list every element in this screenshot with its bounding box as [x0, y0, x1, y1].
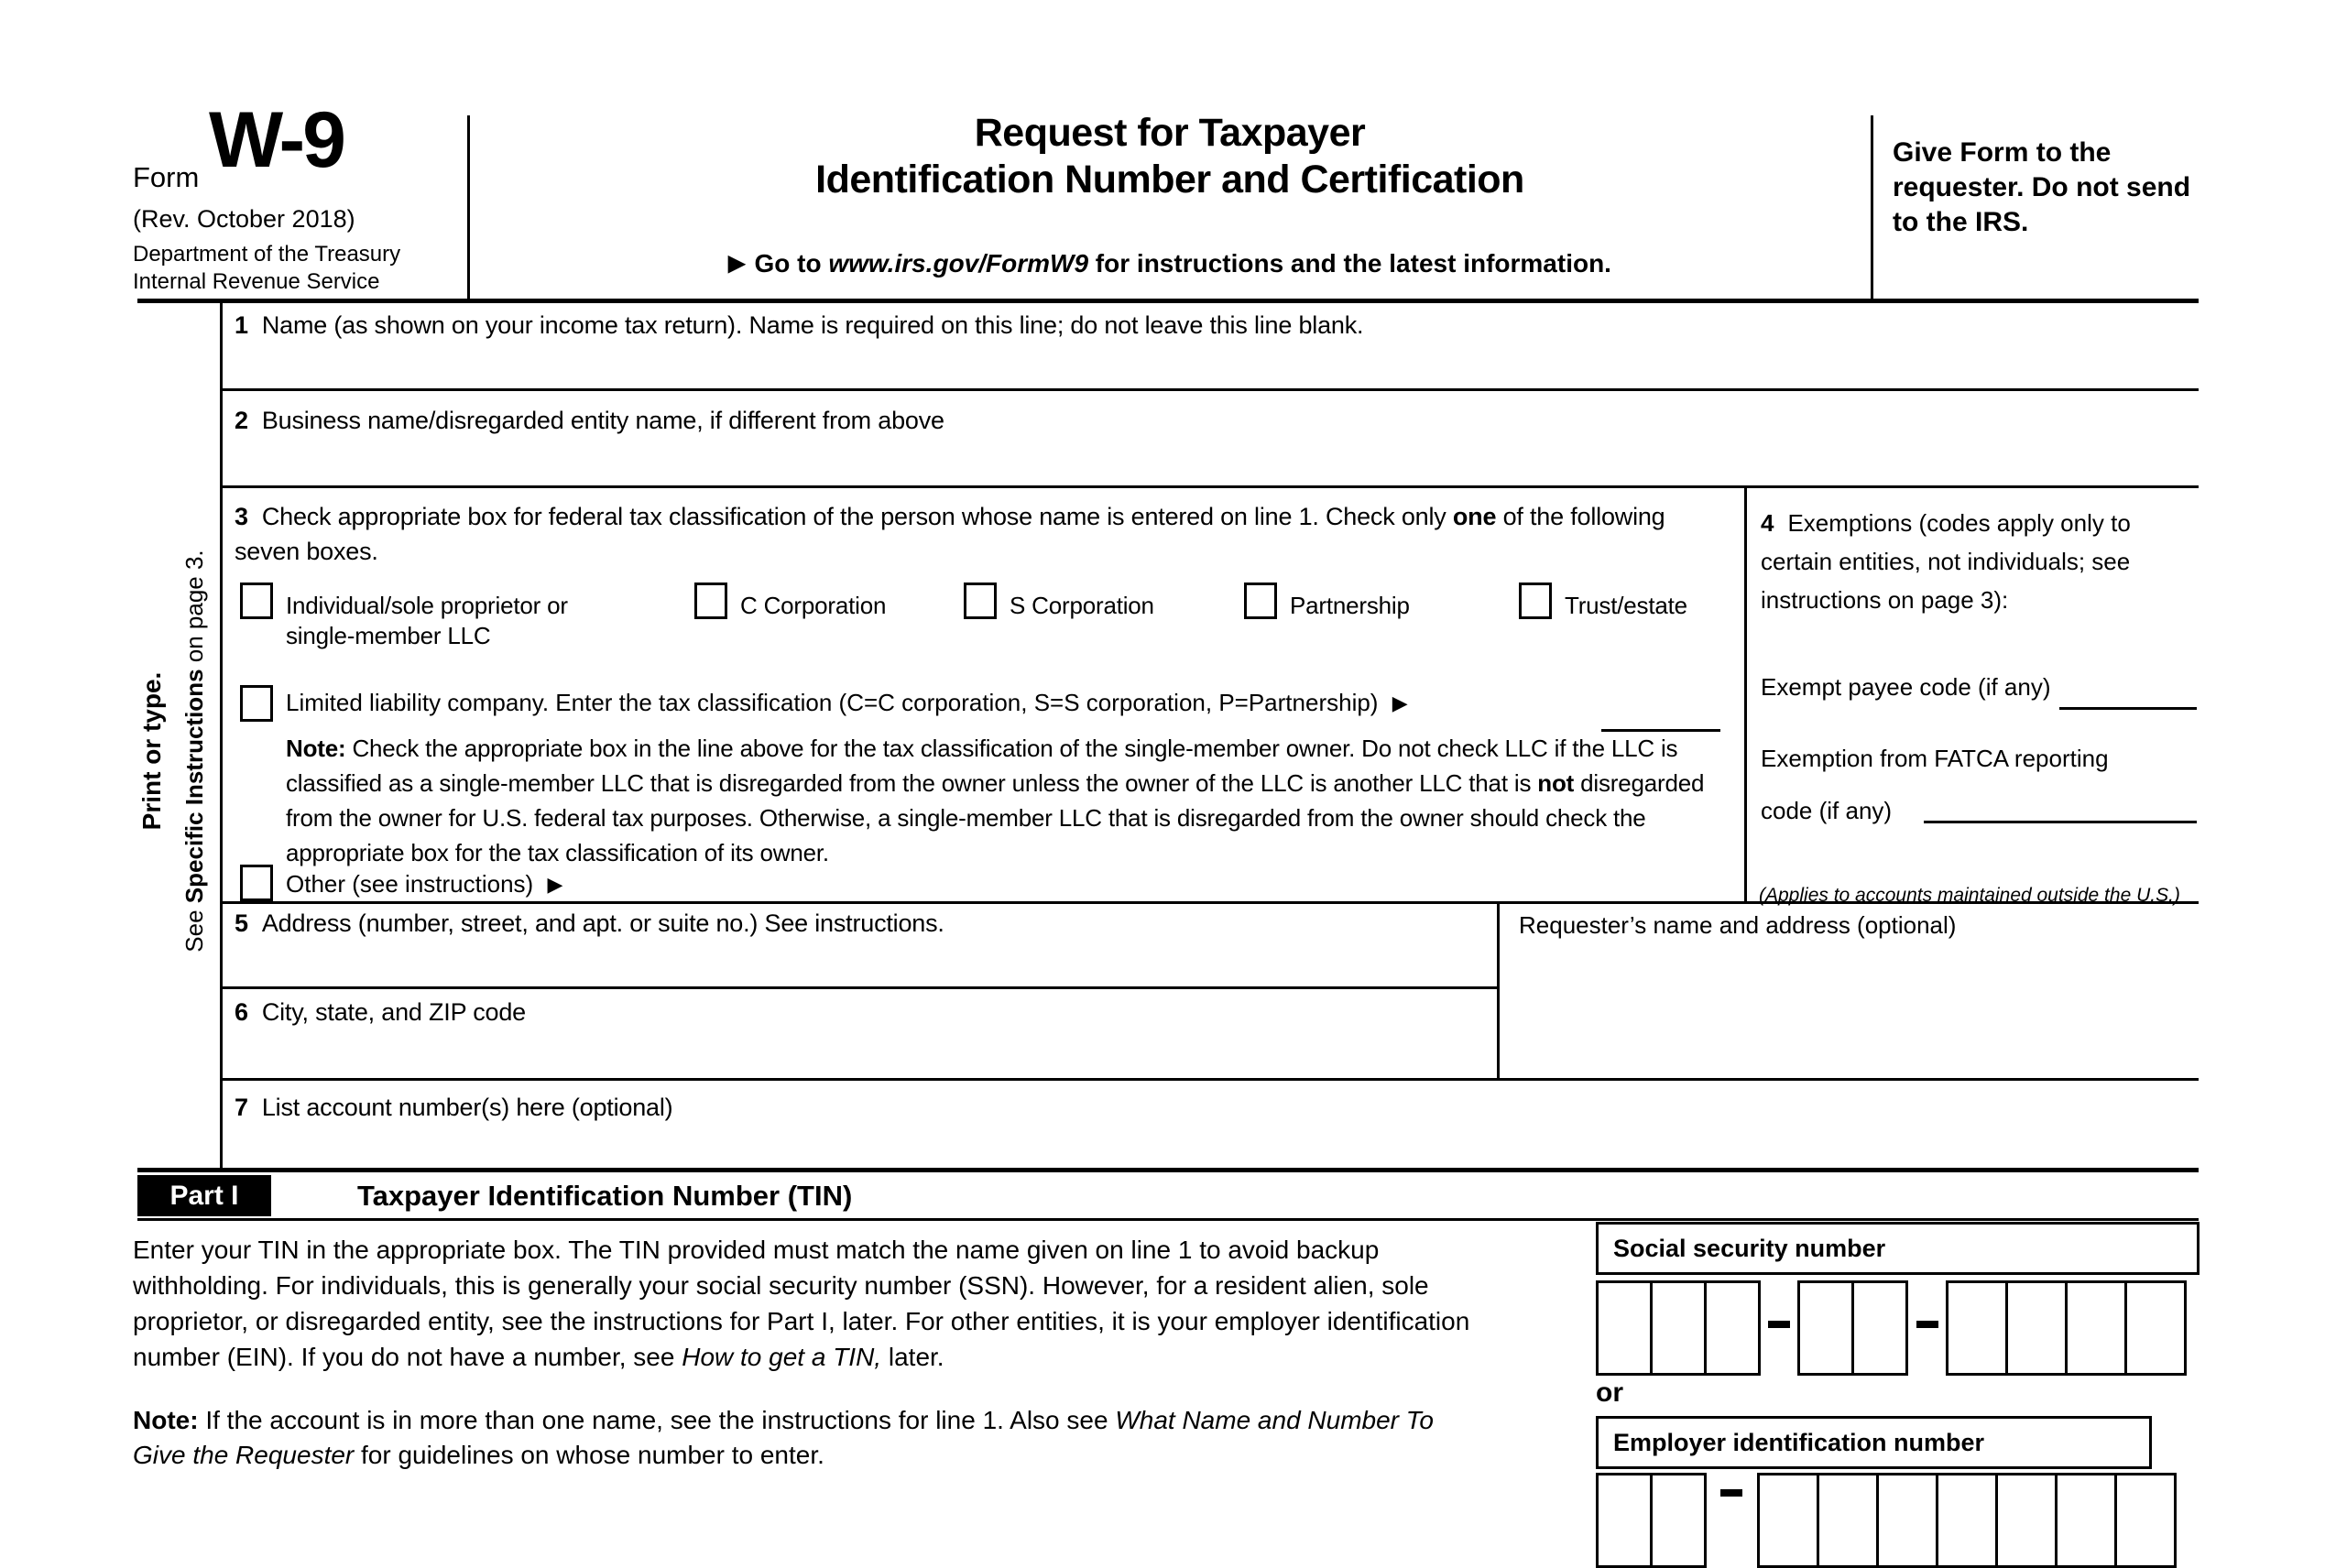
ssn-cell-8[interactable]: [2065, 1280, 2127, 1376]
form-title-line1: Request for Taxpayer: [974, 111, 1366, 155]
form-title: [470, 110, 1870, 203]
requester-label: Requester’s name and address (optional): [1519, 911, 1957, 939]
header-divider-left: [467, 115, 470, 302]
other-arrow-icon: ▶: [547, 873, 563, 896]
ssn-group2: [1797, 1280, 1908, 1376]
checkbox-other[interactable]: [240, 865, 273, 901]
part1-heading: Taxpayer Identification Number (TIN): [357, 1180, 853, 1212]
ein-group2: [1757, 1473, 2177, 1568]
goto-text-suffix: for instructions and the latest information.: [1088, 249, 1611, 278]
checkbox-label-s-corporation: S Corporation: [1010, 592, 1154, 619]
department-label: Department of the Treasury: [133, 242, 401, 267]
ein-cell-2[interactable]: [1650, 1473, 1707, 1568]
fatca-applies-note: (Applies to accounts maintained outside the U.S.): [1759, 885, 2180, 906]
llc-label: Limited liability company. Enter the tax classification (C=C corporation, S=S corporation, P=Partnership) ▶: [286, 689, 1408, 716]
line2-label: 2 Business name/disregarded entity name, if different from above: [235, 407, 944, 434]
account-numbers-input-area[interactable]: [225, 1128, 2195, 1167]
line4-label: 4 Exemptions (codes apply only to certain entities, not individuals; see instructions on page 3):: [1761, 509, 2131, 614]
city-state-zip-input-area[interactable]: [225, 1035, 1494, 1075]
business-name-input-area[interactable]: [225, 441, 2195, 482]
fatca-label: Exemption from FATCA reporting code (if any): [1761, 745, 2109, 824]
ein-cell-7[interactable]: [1995, 1473, 2058, 1568]
checkbox-label-c-corporation: C Corporation: [740, 592, 887, 619]
or-label: or: [1596, 1377, 1623, 1408]
line5-bottom-rule: [220, 986, 1500, 989]
address-requester-divider: [1497, 901, 1500, 1081]
ein-group1: [1596, 1473, 1707, 1568]
part1-paragraph: Enter your TIN in the appropriate box. The TIN provided must match the name given on line 1 to avoid backup withholding. For individuals, this is generally your social security number (SSN). However, for a resident alien, sole proprietor, or disregarded entity, see the instructions for Part I, later. For other entities, it is your employer identification number (EIN). If you do not have a number, see How to get a TIN, later.: [133, 1236, 1470, 1371]
ein-label-box: Employer identification number: [1596, 1416, 2152, 1469]
goto-text: Go to: [754, 249, 829, 278]
line1-bottom-rule: [220, 388, 2199, 391]
header-divider-right: [1871, 115, 1873, 302]
ein-cell-8[interactable]: [2055, 1473, 2117, 1568]
requester-input-area[interactable]: [1502, 945, 2195, 1075]
part1-badge: Part I: [137, 1175, 271, 1216]
ssn-cell-7[interactable]: [2005, 1280, 2068, 1376]
ssn-group3: [1946, 1280, 2187, 1376]
form-title-line2: Identification Number and Certification: [815, 158, 1524, 201]
ein-cell-9[interactable]: [2114, 1473, 2177, 1568]
form-word-label: Form: [133, 161, 200, 193]
fields-left-border: [220, 299, 223, 1171]
ssn-cell-9[interactable]: [2124, 1280, 2187, 1376]
give-form-notice: Give Form to the requester. Do not send to the IRS.: [1893, 137, 2191, 237]
ssn-cell-3[interactable]: [1704, 1280, 1761, 1376]
ssn-group1: [1596, 1280, 1761, 1376]
part1-bottom-rule: [137, 1218, 2199, 1221]
part1-note: Note: If the account is in more than one name, see the instructions for line 1. Also see What Name and Number To Give the Requester for guidelines on whose number to enter.: [133, 1406, 1434, 1469]
llc-arrow-icon: ▶: [1392, 691, 1408, 714]
line6-bottom-rule: [220, 1078, 2199, 1081]
ssn-dash-1: [1768, 1321, 1790, 1328]
line1-label: 1 Name (as shown on your income tax return). Name is required on this line; do not leave this line blank.: [235, 311, 1364, 339]
ein-cell-1[interactable]: [1596, 1473, 1653, 1568]
ssn-cell-6[interactable]: [1946, 1280, 2008, 1376]
line5-label: 5 Address (number, street, and apt. or suite no.) See instructions.: [235, 909, 944, 937]
form-number: W-9: [209, 96, 344, 184]
header-bottom-rule: [137, 299, 2199, 303]
line2-bottom-rule: [220, 485, 2199, 488]
other-label: Other (see instructions) ▶: [286, 870, 563, 898]
right-arrow-icon: ▶: [728, 251, 746, 276]
form-revision: (Rev. October 2018): [133, 205, 355, 233]
line3-note: Note: Check the appropriate box in the line above for the tax classification of the single-member owner. Do not check LLC if the LLC is classified as a single-member LLC that is disregarded from the owner unless the owner of the LLC is another LLC that is not disregarded from the owner for U.S. federal tax purposes. Otherwise, a single-member LLC that is disregarded from the owner should check the appropriate box for the tax classification of its owner.: [286, 735, 1705, 866]
fatca-code-input[interactable]: [1924, 821, 2197, 823]
ein-cell-6[interactable]: [1936, 1473, 1998, 1568]
ein-cell-5[interactable]: [1876, 1473, 1938, 1568]
agency-label: Internal Revenue Service: [133, 269, 380, 294]
ssn-label-box: Social security number: [1596, 1222, 2200, 1275]
ein-dash: [1720, 1489, 1742, 1497]
checkbox-c-corporation[interactable]: [694, 583, 727, 619]
checkbox-individual-sole-proprietor[interactable]: [240, 583, 273, 619]
ein-cell-3[interactable]: [1757, 1473, 1819, 1568]
sidebar-print-or-type: [130, 467, 222, 1035]
exempt-payee-label: Exempt payee code (if any): [1761, 673, 2051, 701]
ssn-dash-2: [1916, 1321, 1938, 1328]
checkbox-llc[interactable]: [240, 685, 273, 722]
sidebar-line2: See Specific Instructions on page 3.: [180, 550, 208, 953]
ssn-cell-2[interactable]: [1650, 1280, 1707, 1376]
line6-label: 6 City, state, and ZIP code: [235, 998, 526, 1026]
ssn-cell-5[interactable]: [1851, 1280, 1908, 1376]
checkbox-label-trust-estate: Trust/estate: [1565, 592, 1687, 619]
ein-cell-4[interactable]: [1817, 1473, 1879, 1568]
sidebar-line1: Print or type.: [137, 671, 166, 831]
checkbox-label-individual: Individual/sole proprietor or single-member LLC: [286, 592, 568, 649]
checkbox-trust-estate[interactable]: [1519, 583, 1552, 619]
ssn-cell-4[interactable]: [1797, 1280, 1854, 1376]
name-input-area[interactable]: [225, 346, 2195, 387]
line3-label: 3 Check appropriate box for federal tax classification of the person whose name is entered on line 1. Check only one of the following seven boxes.: [235, 503, 1665, 565]
ssn-cell-1[interactable]: [1596, 1280, 1653, 1376]
goto-instructions-line: [470, 249, 1870, 278]
goto-url: www.irs.gov/FormW9: [828, 249, 1089, 278]
address-input-area[interactable]: [225, 945, 1494, 984]
checkbox-partnership[interactable]: [1244, 583, 1277, 619]
part1-top-rule: [137, 1168, 2199, 1172]
exempt-payee-code-input[interactable]: [2059, 707, 2197, 710]
checkbox-s-corporation[interactable]: [964, 583, 997, 619]
checkbox-label-partnership: Partnership: [1290, 592, 1410, 619]
line7-label: 7 List account number(s) here (optional): [235, 1094, 673, 1121]
